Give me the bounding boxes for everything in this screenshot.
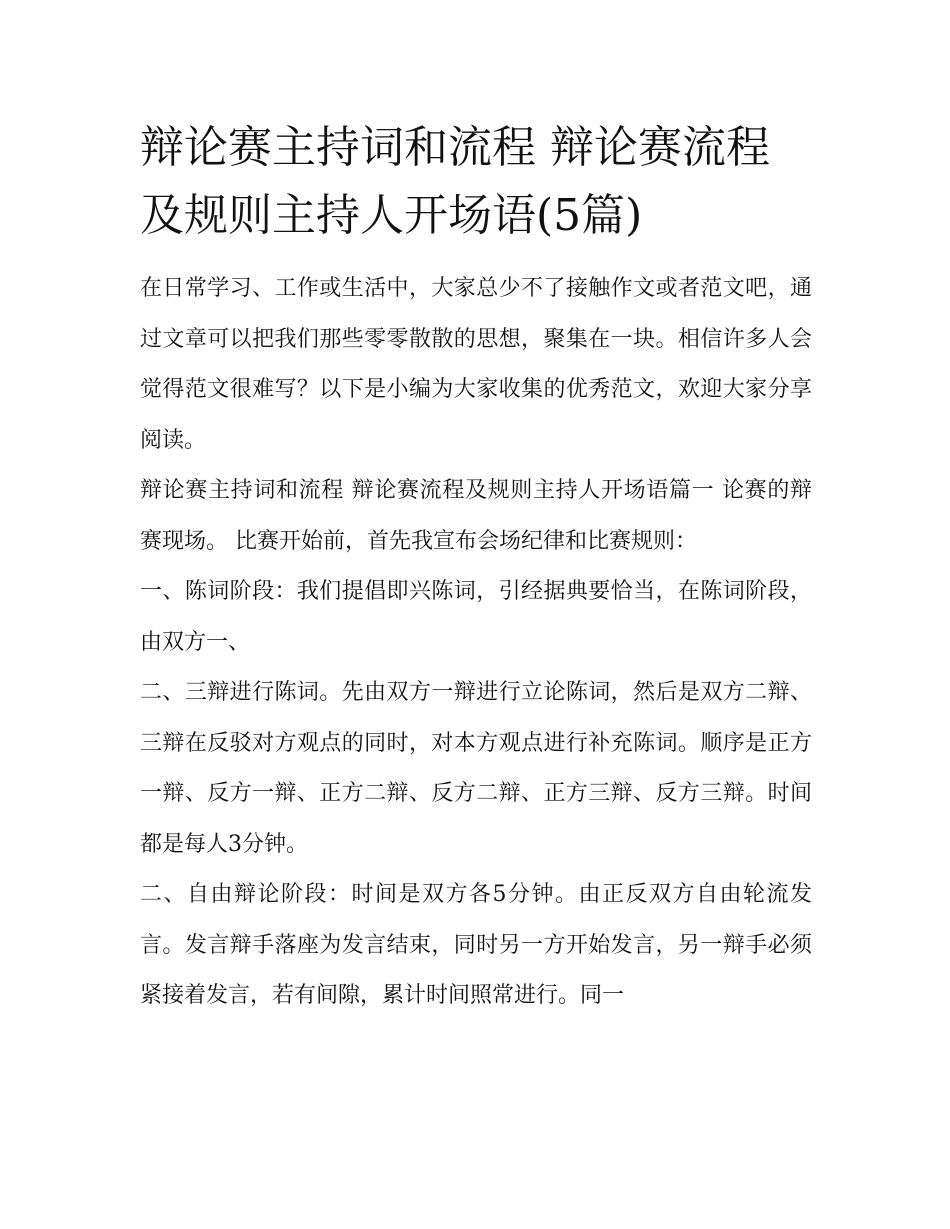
document-title: 辩论赛主持词和流程 辩论赛流程及规则主持人开场语(5篇) [140,122,770,241]
section-one-paragraph: 辩论赛主持词和流程 辩论赛流程及规则主持人开场语篇一 论赛的辩赛现场。 比赛开始前，首先我宣布会场纪律和比赛规则： [140,478,812,554]
statement-order-paragraph: 二、三辩进行陈词。先由双方一辩进行立论陈词，然后是双方二辩、三辩在反驳对方观点的同时，对本方观点进行补充陈词。顺序是正方一辩、反方一辩、正方二辩、反方二辩、正方三辩、反方三辩。时间都是每人3分钟。 [140,680,812,857]
opening-statement-paragraph: 一、陈词阶段：我们提倡即兴陈词，引经据典要恰当，在陈词阶段，由双方一、 [140,579,812,655]
intro-paragraph: 在日常学习、工作或生活中，大家总少不了接触作文或者范文吧，通过文章可以把我们那些零零散散的思想，聚集在一块。相信许多人会觉得范文很难写？以下是小编为大家收集的优秀范文，欢迎大家分享阅读。 [140,276,812,453]
document-body [140,114,812,1022]
free-debate-paragraph: 二、自由辩论阶段：时间是双方各5分钟。由正反双方自由轮流发言。发言辩手落座为发言结束，同时另一方开始发言，另一辩手必须紧接着发言，若有间隙，累计时间照常进行。同一 [140,882,812,1008]
